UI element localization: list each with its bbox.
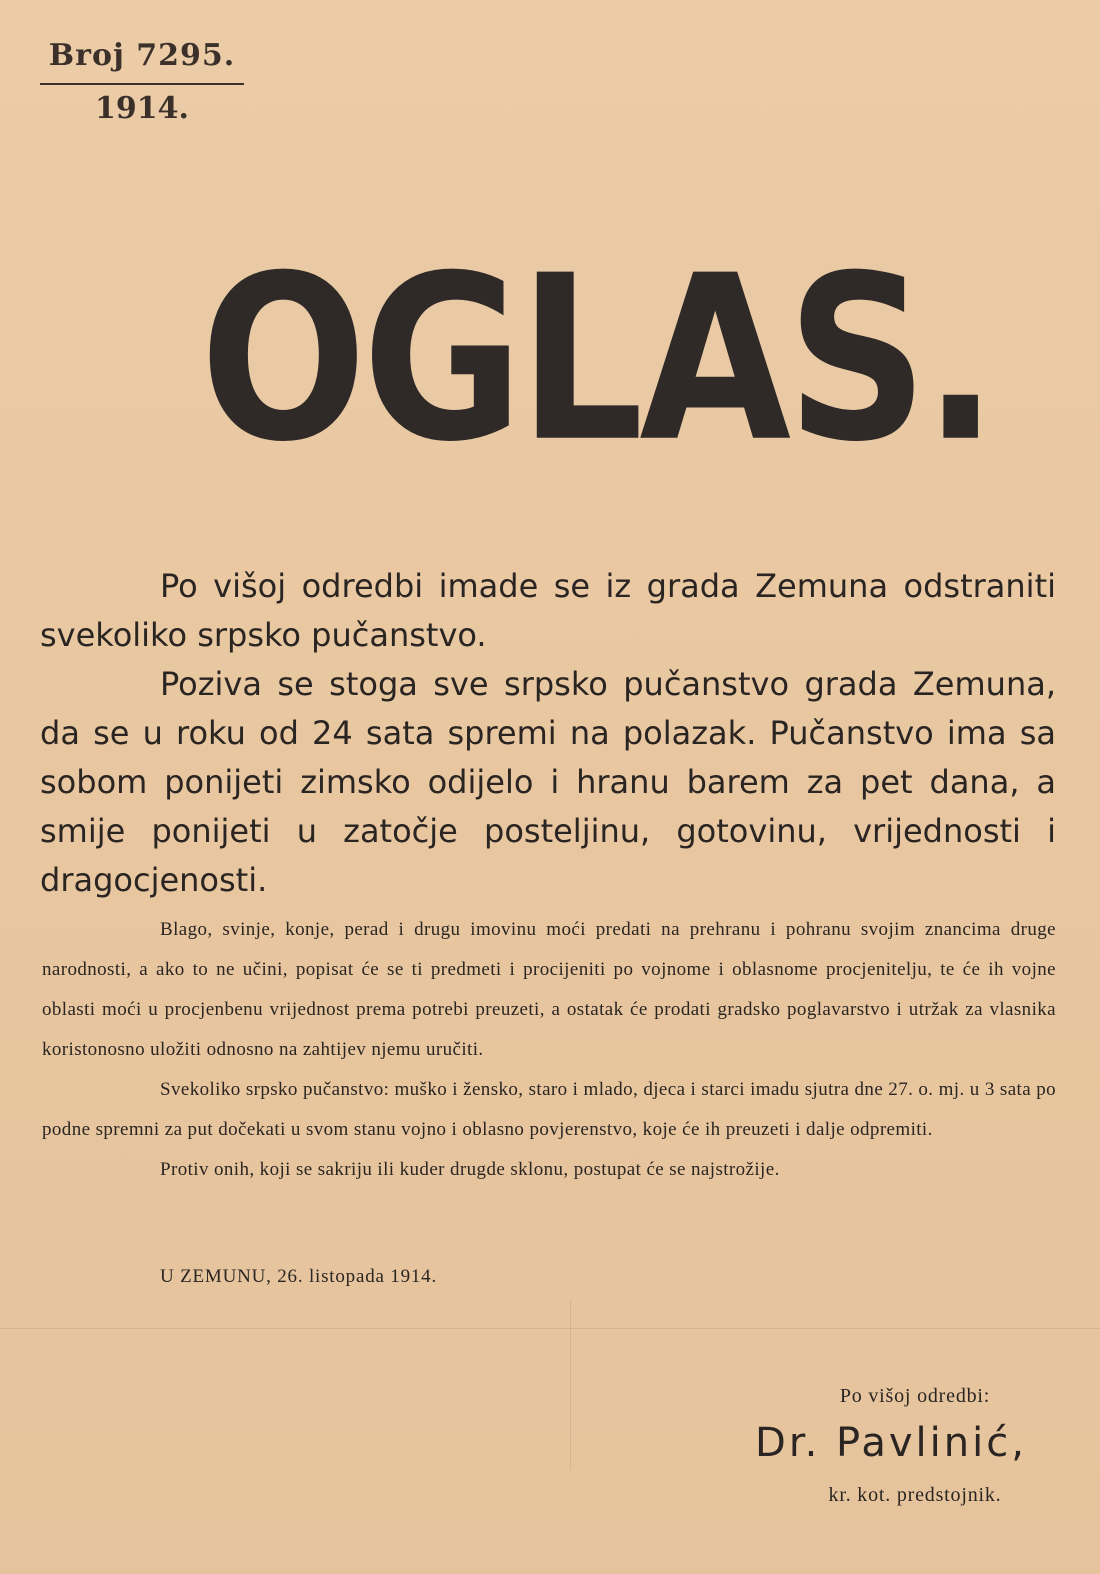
body-text — [42, 910, 1056, 1190]
body-paragraph: Blago, svinje, konje, perad i drugu imovinu moći predati na prehranu i pohranu svojim znancima druge narodnosti, a ako to ne učini, popisat će se ti predmeti i procijeniti po vojnome i oblasnome procjenitelju, te će ih vojne oblasti moći u procjenbenu vrijednost prema potrebi preuzeti, a ostatak će prodati gradsko poglavarstvo i utržak za vlasnika koristonosno uložiti odnosno na zahtijev njemu uručiti. — [42, 919, 1056, 1060]
lead-paragraph: Poziva se stoga sve srpsko pučanstvo grada Zemuna, da se u roku od 24 sata spremi na polazak. Pučanstvo ima sa sobom ponijeti zimsko odijelo i hranu barem za pet dana, a smije ponijeti u zatočje posteljinu, gotovinu, vrijednosti i dragocjenosti. — [40, 665, 1056, 899]
lead-text — [40, 562, 1056, 905]
reference-number — [40, 38, 244, 126]
signature-authority: Po višoj odredbi: — [839, 1385, 991, 1407]
fold-line-vertical — [570, 1300, 571, 1470]
document-year: 1914. — [95, 91, 189, 126]
signatory-title: kr. kot. predstojnik. — [828, 1484, 1002, 1506]
document-number: Broj 7295. — [40, 38, 244, 85]
signatory-name: Dr. Pavlinić, — [755, 1420, 1027, 1466]
fold-line-horizontal — [0, 1328, 1100, 1329]
lead-paragraph: Po višoj odredbi imade se iz grada Zemuna odstraniti svekoliko srpsko pučanstvo. — [40, 567, 1056, 654]
place-and-date: U ZEMUNU, 26. listopada 1914. — [160, 1266, 438, 1287]
poster-title: OGLAS. — [200, 227, 994, 492]
body-paragraph: Protiv onih, koji se sakriju ili kuder drugde sklonu, postupat će se najstrožije. — [160, 1159, 780, 1180]
body-paragraph: Svekoliko srpsko pučanstvo: muško i žensko, staro i mlado, djeca i starci imadu sjutra dne 27. o. mj. u 3 sata po podne spremni za put dočekati u svom stanu vojno i oblasno povjerenstvo, koje će ih preuzeti i dalje odpremiti. — [42, 1079, 1056, 1140]
signature-block — [700, 1385, 1060, 1507]
